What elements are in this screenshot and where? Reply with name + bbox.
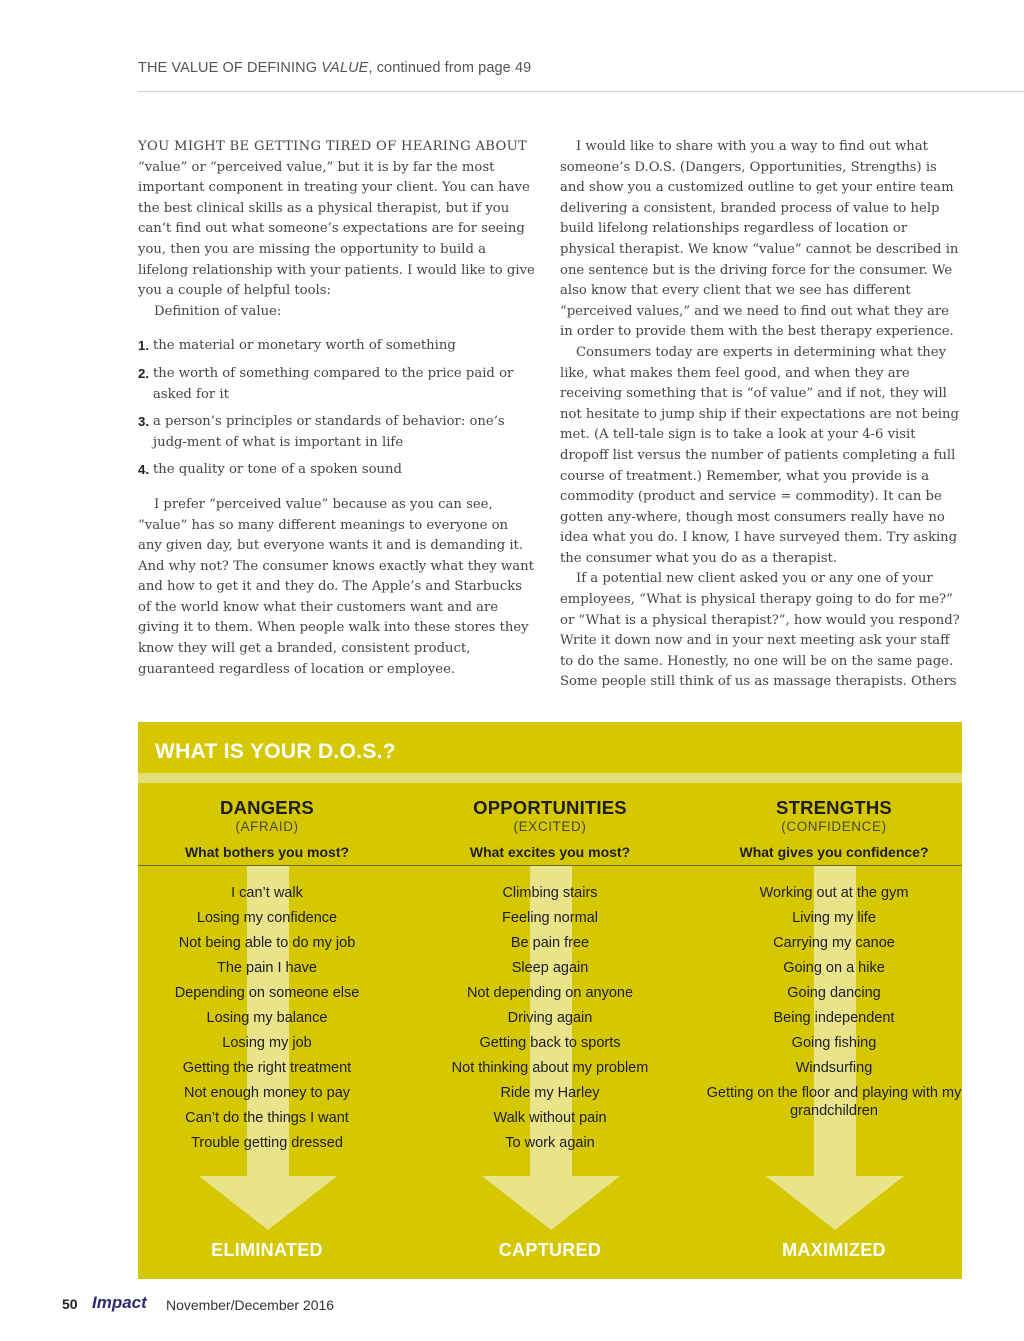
list-item: Not thinking about my problem (451, 1060, 649, 1076)
perceived-value-paragraph: I prefer “perceived value” because as you can see, “value” has so many different meanings to everyone on any given day, but everyone wants it and is demanding it. And why not? The consumer knows exactly what they want and how to get it and they do. The Apple’s and Starbucks of the world know what their customers want and are giving it to them. When people walk into these stores they know they will get a branded, consistent product, guaranteed regardless of location or employee. (138, 496, 534, 677)
column-question: What excites you most? (469, 844, 631, 860)
list-number: 1. (138, 338, 149, 354)
dos-box (138, 722, 962, 1279)
column-subheading: (CONFIDENCE) (781, 819, 887, 834)
column-items (420, 885, 680, 1160)
list-item: Not enough money to pay (183, 1085, 351, 1101)
list-item: Losing my job (222, 1035, 312, 1051)
list-text: the worth of something compared to the price paid or asked for it (153, 365, 514, 402)
strengths-column (704, 722, 962, 1279)
page-number: 50 (62, 1296, 78, 1312)
list-item: Losing my balance (206, 1010, 328, 1026)
list-item: Carrying my canoe (773, 935, 895, 951)
list-item: Trouble getting dressed (191, 1135, 343, 1151)
intro-paragraph (138, 137, 536, 302)
list-item: To work again (505, 1135, 595, 1151)
running-head-prefix: THE VALUE OF DEFINING (138, 60, 322, 76)
column-heading: OPPORTUNITIES (473, 797, 627, 818)
column-outcome: CAPTURED (498, 1240, 602, 1260)
running-head-suffix: , continued from page 49 (368, 60, 532, 76)
column-subheading: (AFRAID) (235, 819, 299, 834)
list-item (138, 336, 536, 357)
list-item: Getting back to sports (479, 1035, 621, 1051)
issue-date: November/December 2016 (166, 1297, 335, 1313)
right-column (560, 137, 964, 693)
column-items (138, 885, 397, 1160)
list-item: Sleep again (511, 960, 589, 976)
column-outcome: ELIMINATED (211, 1240, 323, 1260)
list-item: Getting the right treatment (182, 1060, 352, 1076)
intro-body: “value” or “perceived value,” but it is by far the most important component in treating your client. You can have the best clinical skills as a physical therapist, but if you can’t find out what someone’s expectations are for seeing you, then you are missing the opportunity to build a lifelong relationship with your patients. I would like to give you a couple of helpful tools: (138, 159, 535, 299)
definition-intro: Definition of value: (154, 303, 282, 319)
list-text: the quality or tone of a spoken sound (153, 462, 402, 478)
list-item: Be pain free (510, 935, 590, 951)
down-arrow-icon (199, 1176, 337, 1230)
column-heading: STRENGTHS (776, 797, 892, 818)
list-item: Driving again (507, 1010, 593, 1026)
opportunities-column (420, 722, 680, 1279)
new-client-paragraph: If a potential new client asked you or any one of your employees, “What is physical therapy going to do for me?” or “What is a physical therapist?”, how would you respond? Write it down now and in your next meeting ask your staff to do the same. Honestly, no one will be on the same page. Some people still think of us as massage therapists. Others (560, 571, 960, 690)
list-item: Working out at the gym (759, 885, 909, 901)
list-item: Climbing stairs (502, 885, 598, 901)
list-item: Living my life (792, 910, 876, 926)
column-question: What gives you confidence? (739, 844, 929, 860)
running-head-italic: VALUE (321, 60, 369, 76)
list-item: Being independent (773, 1010, 895, 1026)
list-item (138, 364, 536, 405)
dangers-column (138, 722, 397, 1279)
list-item (138, 412, 536, 453)
dos-title: WHAT IS YOUR D.O.S.? (155, 740, 396, 763)
consumers-paragraph: Consumers today are experts in determining what they like, what makes them feel good, and when they are receiving something that is “of value” and if not, they will not hesitate to jump ship if their expectations are not being met. (A tell-tale sign is to take a look at your 4-6 visit dropoff list versus the number of patients completing a full course of treatment.) Remember, what you provide is a commodity (product and service = commodity). It can be gotten any-where, though most consumers really have no idea what you do. I know, I have surveyed them. Try asking the consumer what you do as a therapist. (560, 344, 959, 566)
intro-lead-in: YOU MIGHT BE GETTING TIRED OF HEARING ABOUT (138, 139, 528, 154)
list-item: I can’t walk (231, 885, 303, 901)
list-item: The pain I have (217, 960, 317, 976)
list-item: Ride my Harley (500, 1085, 600, 1101)
header-divider (138, 91, 1024, 92)
column-subheading: (EXCITED) (513, 819, 587, 834)
down-arrow-icon (482, 1176, 620, 1230)
list-number: 2. (138, 365, 149, 381)
list-text: the material or monetary worth of something (153, 338, 456, 354)
list-item: Feeling normal (502, 910, 598, 926)
list-item: Going dancing (787, 985, 881, 1001)
list-number: 4. (138, 462, 149, 478)
running-head (138, 60, 531, 76)
list-item: Depending on someone else (174, 985, 360, 1001)
list-item: Losing my confidence (196, 910, 338, 926)
dos-intro-paragraph: I would like to share with you a way to find out what someone’s D.O.S. (Dangers, Opportunities, Strengths) is and show you a customized outline to get your entire team delivering a consistent, branded process of value to help build lifelong relationships regardless of location or physical therapist. We know “value” cannot be described in one sentence but is the driving force for the consumer. We also know that every client that we see has different “perceived values,” and we need to find out what they are in order to provide them with the best therapy experience. (560, 139, 959, 340)
list-text: a person’s principles or standards of behavior: one’s judg-ment of what is important in life (153, 414, 505, 450)
list-item: Windsurfing (795, 1060, 873, 1076)
column-heading: DANGERS (220, 797, 314, 818)
magazine-logo: Impact (92, 1293, 147, 1312)
list-item (138, 460, 536, 481)
definition-list (138, 336, 536, 481)
list-item: Going fishing (791, 1035, 877, 1051)
column-items (704, 885, 962, 1128)
list-item: Getting on the floor and playing with my grandchildren (706, 1085, 962, 1119)
list-number: 3. (138, 414, 149, 430)
list-item: Going on a hike (783, 960, 885, 976)
column-question: What bothers you most? (184, 844, 350, 860)
left-column (138, 137, 536, 680)
list-item: Can’t do the things I want (185, 1110, 349, 1126)
list-item: Walk without pain (493, 1110, 607, 1126)
column-outcome: MAXIMIZED (782, 1240, 886, 1260)
list-item: Not depending on anyone (466, 985, 634, 1001)
down-arrow-icon (766, 1176, 904, 1230)
list-item: Not being able to do my job (178, 935, 356, 951)
